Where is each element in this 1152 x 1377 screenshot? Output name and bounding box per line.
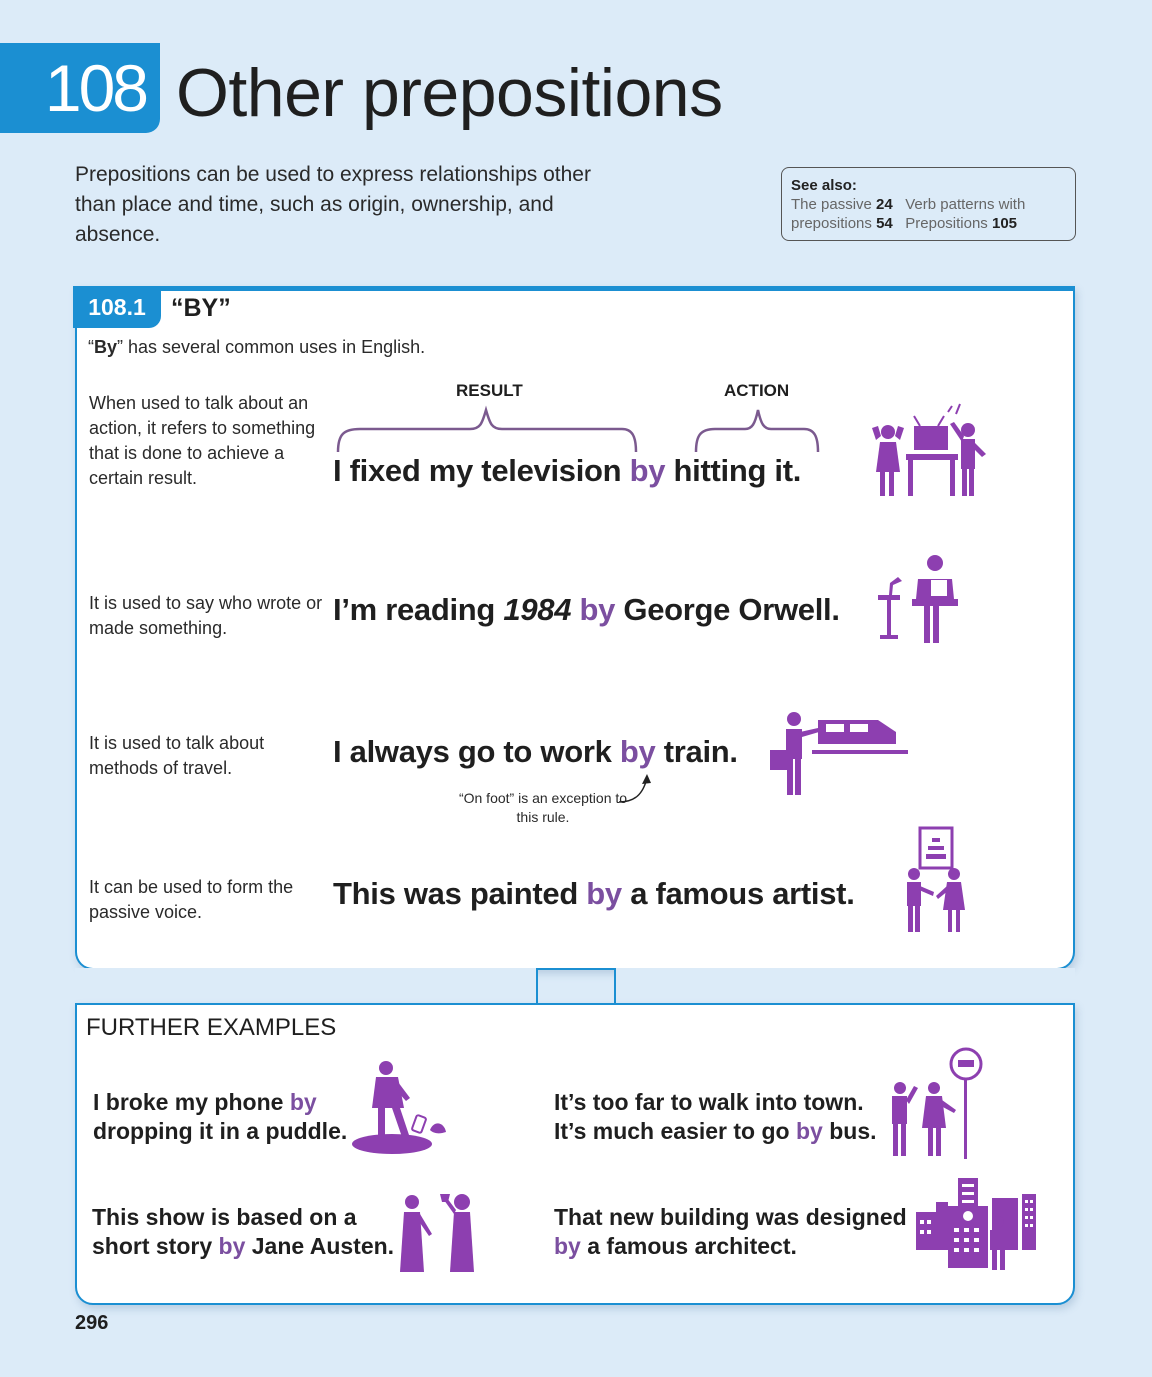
example-sentence: I’m reading 1984 by George Orwell. [333,592,840,627]
result-label: RESULT [456,381,523,400]
use-description: It is used to talk about methods of travel. [89,733,265,778]
curly-brace-icon [330,404,830,454]
panel-connector-right [614,968,1075,1005]
section-intro: “By” has several common uses in English. [88,337,426,357]
exception-note: “On foot” is an exception to this rule. [458,790,628,825]
see-also-link[interactable]: Verb patterns with prepositions 54 [791,196,1026,232]
example-sentence: I fixed my television by hitting it. [333,453,802,488]
further-example: That new building was designed by a famous architect. [554,1204,907,1259]
period-actors-icon [390,1192,484,1276]
example-sentence: I always go to work by train. [333,734,738,769]
arrow-icon [615,772,655,806]
example-sentence: This was painted by a famous artist. [333,876,855,911]
section-title: “BY” [171,294,231,322]
architect-buildings-icon [914,1176,1040,1272]
further-example: I broke my phone by dropping it in a puddle. [93,1089,348,1144]
use-description: When used to talk about an action, it refers to something that is done to achieve a certain result. [89,393,316,488]
page-number: 296 [75,1312,109,1334]
person-hitting-tv-icon [868,402,992,498]
use-description: It is used to say who wrote or made something. [89,593,323,638]
see-also-title: See also: [791,177,857,194]
chapter-intro: Prepositions can be used to express relationships other than place and time, such as origin, ownership, and absence. [75,163,591,246]
people-viewing-painting-icon [898,826,970,936]
see-also-link[interactable]: Prepositions 105 [905,215,1018,232]
see-also-box [781,167,1076,241]
chapter-number-badge: 108 [0,43,160,133]
further-example: It’s too far to walk into town. It’s much easier to go by bus. [554,1089,877,1144]
see-also-link[interactable]: The passive 24 [791,196,893,213]
panel-connector-left [75,968,538,1005]
further-examples-title: FURTHER EXAMPLES [86,1014,337,1041]
chapter-title: Other prepositions [176,55,723,131]
further-example: This show is based on a short story by Jane Austen. [92,1204,395,1259]
commuter-train-icon [766,710,912,798]
person-reading-icon [876,555,966,647]
section-number-badge: 108.1 [73,286,161,328]
bus-stop-icon [884,1046,988,1160]
action-label: ACTION [724,381,790,400]
use-description: It can be used to form the passive voice. [89,877,294,922]
phone-puddle-icon [348,1060,452,1156]
